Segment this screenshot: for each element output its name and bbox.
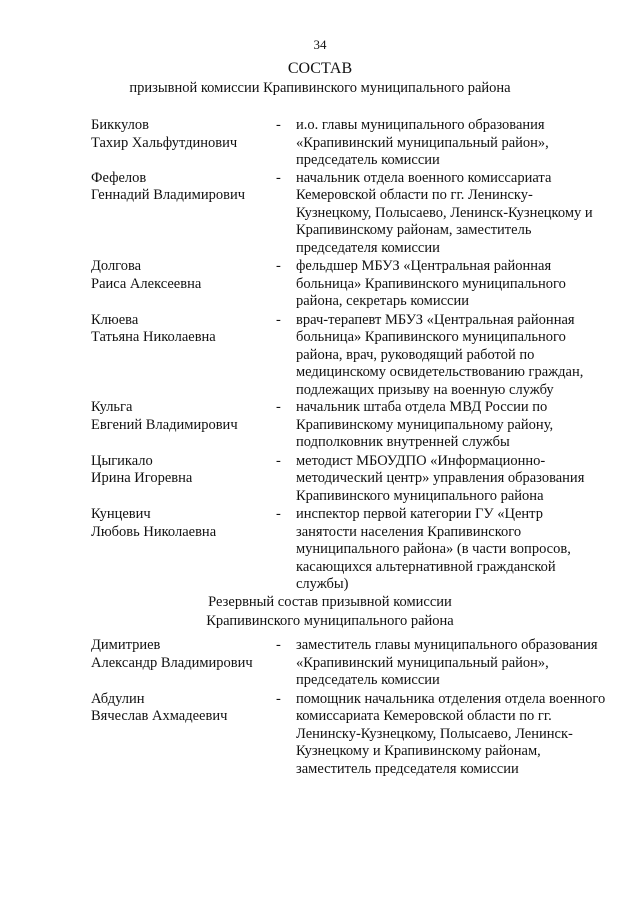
- member-surname: Долгова: [91, 258, 142, 274]
- member-row: [0, 453, 640, 506]
- member-row: [0, 312, 640, 400]
- member-name: [91, 258, 271, 293]
- member-given-names: Тахир Хальфутдинович: [91, 134, 238, 151]
- member-given-names: Евгений Владимирович: [91, 416, 238, 433]
- separator-dash: -: [276, 311, 281, 328]
- member-role: фельдшер МБУЗ «Центральная районная больница» Крапивинского муниципального района, секретарь комиссии: [296, 258, 566, 309]
- member-surname: Абдулин: [91, 690, 145, 707]
- member-role: методист МБОУДПО «Информационно-методический центр» управления образования Крапивинского муниципального района: [296, 452, 585, 504]
- page-number: 34: [313, 37, 327, 52]
- separator-dash: -: [276, 399, 281, 415]
- member-given-names: Геннадий Владимирович: [91, 187, 246, 203]
- member-role: начальник штаба отдела МВД России по Крапивинскому муниципальному району, подполковник внутренней службы: [296, 399, 554, 450]
- reserve-heading-line-2: Крапивинского муниципального района: [206, 613, 454, 629]
- reserve-members-list: [0, 637, 640, 778]
- separator-dash: -: [276, 690, 281, 707]
- member-row: [0, 691, 640, 779]
- member-given-names: Раиса Алексеевна: [91, 275, 202, 292]
- member-role: врач-терапевт МБУЗ «Центральная районная больница» Крапивинского муниципального района, врач, руководящий работой по медицинскому освидетельствованию граждан, подлежащих призыву на военную службу: [296, 311, 584, 398]
- member-role: заместитель главы муниципального образования «Крапивинский муниципальный район», председатель комиссии: [296, 637, 598, 688]
- member-role: начальник отдела военного комиссариата Кемеровской области по гг. Ленинску-Кузнецкому, Полысаево, Ленинск-Кузнецкому и Крапивинскому районам, заместитель председателя комиссии: [296, 169, 593, 256]
- member-row: [0, 117, 640, 170]
- member-surname: Биккулов: [91, 117, 149, 133]
- member-name: [91, 637, 271, 672]
- member-name: [91, 312, 271, 347]
- member-row: [0, 506, 640, 594]
- separator-dash: -: [276, 258, 281, 274]
- member-surname: Клюева: [91, 311, 139, 328]
- member-row: [0, 637, 640, 690]
- member-name: [91, 453, 271, 488]
- member-given-names: Вячеслав Ахмадеевич: [91, 708, 228, 724]
- member-name: [91, 506, 271, 541]
- member-name: [91, 691, 271, 726]
- member-name: [91, 117, 271, 152]
- member-row: [0, 399, 640, 452]
- separator-dash: -: [276, 452, 281, 469]
- member-role: помощник начальника отделения отдела военного комиссариата Кемеровской области по гг. Ленинску-Кузнецкому, Полысаево, Ленинск-Кузнецкому и Крапивинскому районам, заместитель председателя комиссии: [296, 690, 606, 777]
- member-role: и.о. главы муниципального образования «Крапивинский муниципальный район», председатель комиссии: [296, 117, 549, 168]
- separator-dash: -: [276, 169, 281, 186]
- commission-members-list: [0, 117, 640, 594]
- document-subtitle: призывной комиссии Крапивинского муниципального района: [129, 80, 511, 96]
- member-given-names: Любовь Николаевна: [91, 523, 217, 540]
- reserve-heading-line-1: Резервный состав призывной комиссии: [208, 594, 452, 610]
- reserve-heading: [0, 593, 640, 631]
- separator-dash: -: [276, 637, 281, 653]
- member-row: [0, 170, 640, 258]
- member-row: [0, 258, 640, 311]
- member-surname: Кульга: [91, 399, 133, 415]
- member-name: [91, 170, 271, 205]
- member-surname: Фефелов: [91, 169, 147, 186]
- member-surname: Цыгикало: [91, 452, 153, 469]
- separator-dash: -: [276, 117, 281, 133]
- member-given-names: Татьяна Николаевна: [91, 329, 216, 345]
- member-name: [91, 399, 271, 434]
- member-role: инспектор первой категории ГУ «Центр занятости населения Крапивинского муниципального района» (в части вопросов, касающихся альтернативной гражданской службы): [296, 506, 571, 592]
- document-title: СОСТАВ: [287, 60, 353, 77]
- member-given-names: Ирина Игоревна: [91, 470, 193, 486]
- member-given-names: Александр Владимирович: [91, 654, 253, 671]
- member-surname: Кунцевич: [91, 506, 151, 522]
- member-surname: Димитриев: [91, 637, 161, 653]
- separator-dash: -: [276, 506, 281, 522]
